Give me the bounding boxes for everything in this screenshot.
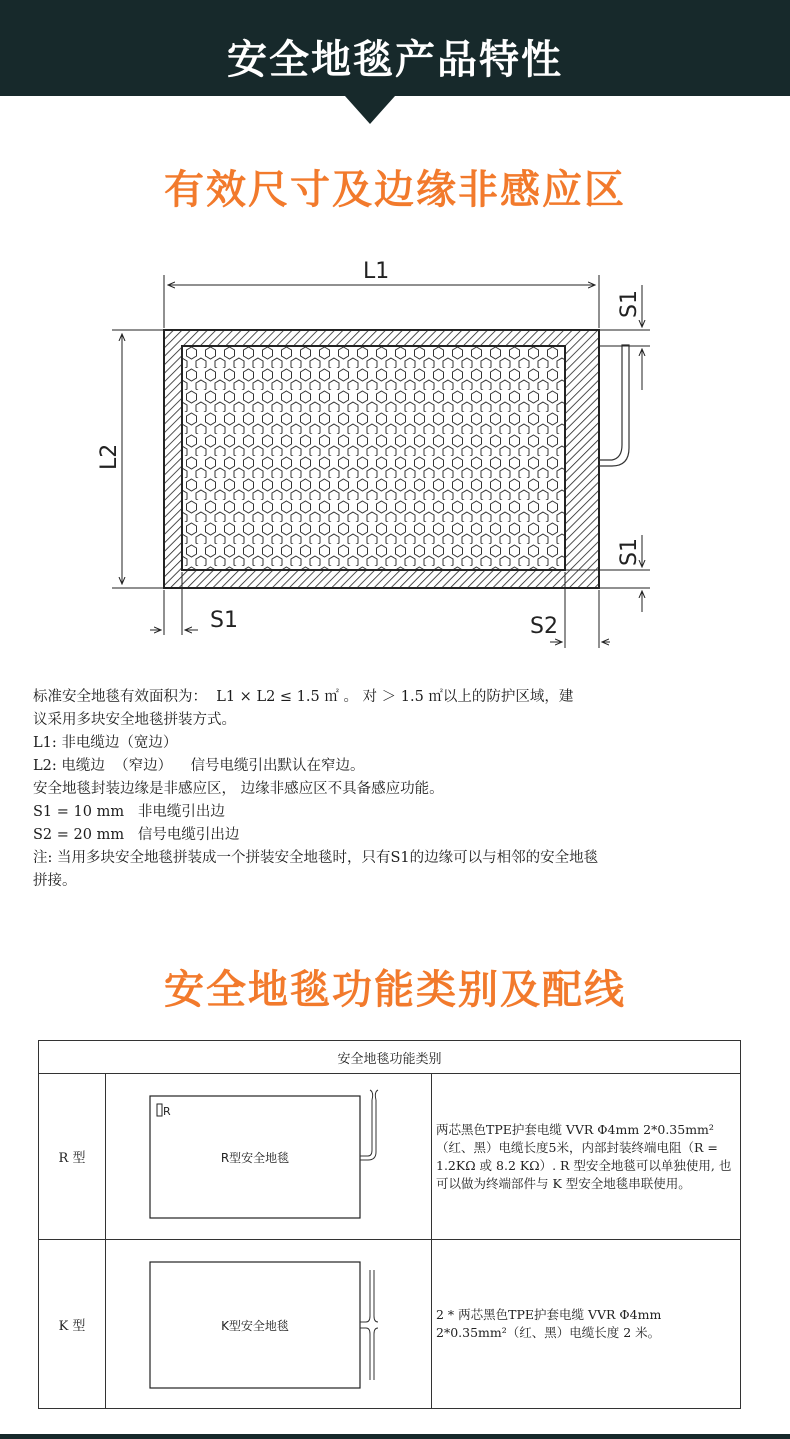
k-cables — [360, 1270, 378, 1380]
label-s2: S2 — [530, 614, 558, 639]
table-row-k — [39, 1240, 741, 1409]
desc-line: 注: 当用多块安全地毯拼装成一个拼装安全地毯时，只有S1的边缘可以与相邻的安全地毯 — [33, 850, 599, 866]
section-title-dimensions: 有效尺寸及边缘非感应区 — [164, 167, 626, 213]
r-mat-label: R型安全地毯 — [220, 1151, 290, 1165]
r-mat-figure — [106, 1074, 431, 1239]
function-type-table — [38, 1040, 741, 1409]
footer-bar — [0, 1434, 790, 1439]
type-label-k: K 型 — [39, 1240, 106, 1409]
desc-line: L1: 非电缆边（宽边） — [33, 735, 178, 751]
mat-dimension-drawing — [0, 240, 790, 660]
k-mat-label: K型安全地毯 — [221, 1319, 289, 1333]
description-r: 两芯黑色TPE护套电缆 VVR Φ4mm 2*0.35mm²（红、黑）电缆长度5米，内部封装终端电阻（R = 1.2KΩ 或 8.2 KΩ）. R 型安全地毯可以单独使用, 也可以做为终端部件与 K 型安全地毯串联使用。 — [432, 1074, 741, 1240]
section-title-wiring: 安全地毯功能类别及配线 — [164, 967, 626, 1013]
figure-cell-k — [106, 1240, 432, 1409]
label-s1-top: S1 — [617, 290, 642, 318]
table-header: 安全地毯功能类别 — [39, 1041, 741, 1074]
label-s1-bottom: S1 — [210, 608, 238, 633]
r-cable — [360, 1090, 378, 1160]
desc-line: 议采用多块安全地毯拼装方式。 — [33, 712, 236, 728]
desc-line: 标准安全地毯有效面积为： L1 × L2 ≤ 1.5 ㎡ 。 对 ＞ 1.5 ㎡以上的防护区域，建 — [33, 689, 574, 705]
resistor-mark: R — [163, 1105, 171, 1118]
hex-pattern — [183, 347, 564, 569]
dimension-diagram — [0, 240, 790, 664]
resistor-icon — [157, 1104, 162, 1116]
description-k: 2 * 两芯黑色TPE护套电缆 VVR Φ4mm 2*0.35mm²（红、黑）电缆长度 2 米。 — [432, 1240, 741, 1409]
label-s1-right: S1 — [617, 538, 642, 566]
desc-line: S2 = 20 mm 信号电缆引出边 — [33, 827, 240, 843]
k-mat-figure — [106, 1240, 431, 1408]
figure-cell-r — [106, 1074, 432, 1240]
cable-line — [599, 345, 629, 466]
type-label-r: R 型 — [39, 1074, 106, 1240]
label-l1: L1 — [363, 259, 390, 284]
banner-title: 安全地毯产品特性 — [227, 37, 563, 83]
desc-line: L2: 电缆边 （窄边） 信号电缆引出默认在窄边。 — [33, 758, 365, 774]
header-banner — [0, 0, 790, 125]
desc-line: 拼接。 — [33, 873, 77, 889]
desc-line: 安全地毯封装边缘是非感应区， 边缘非感应区不具备感应功能。 — [33, 781, 444, 797]
label-l2: L2 — [97, 443, 122, 470]
table-row-r — [39, 1074, 741, 1240]
desc-line: S1 = 10 mm 非电缆引出边 — [33, 804, 225, 820]
spec-description — [33, 686, 753, 893]
